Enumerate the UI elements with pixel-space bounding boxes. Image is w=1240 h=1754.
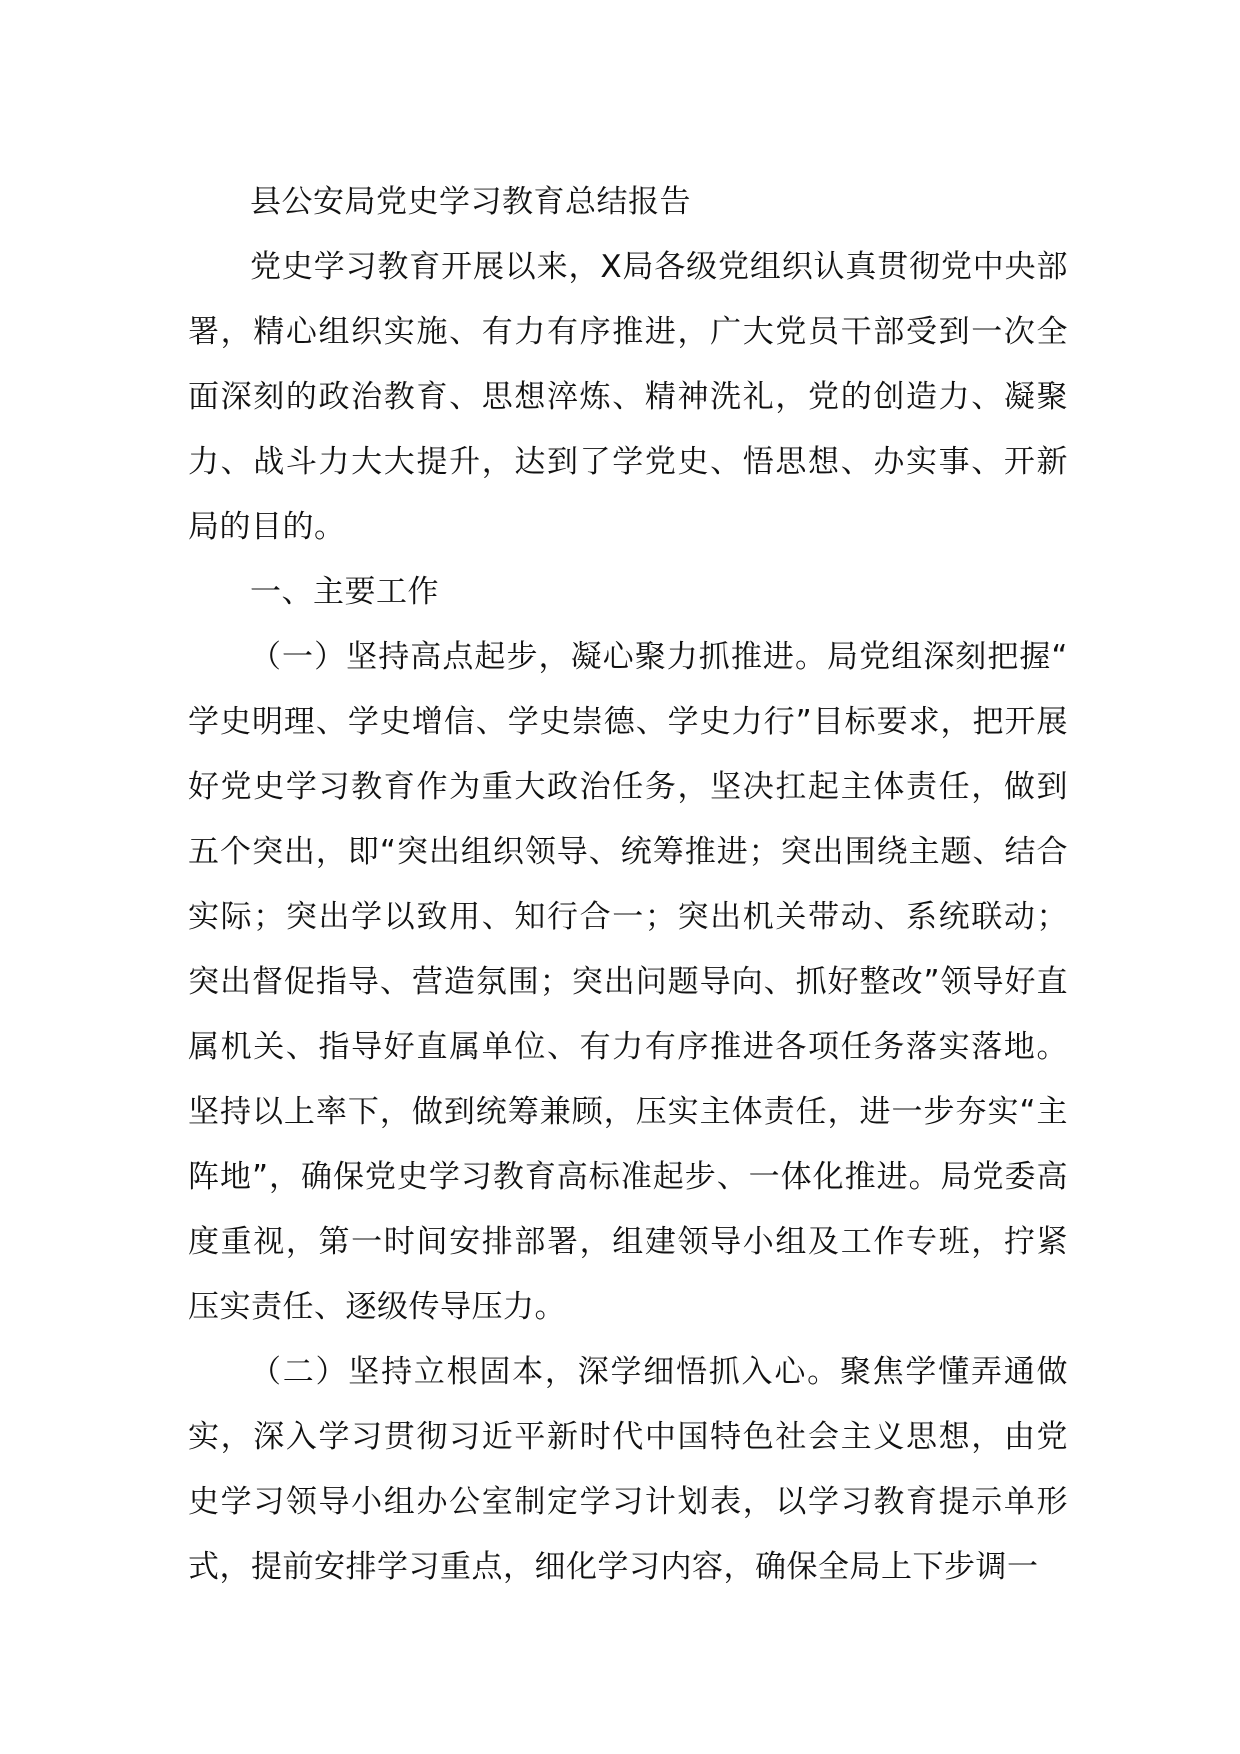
subsection-paragraph-1: （一）坚持高点起步，凝心聚力抓推进。局党组深刻把握“学史明理、学史增信、学史崇德、学史力行”目标要求，把开展好党史学习教育作为重大政治任务，坚决扛起主体责任，做到五个突出，即“突出组织领导、统筹推进；突出围绕主题、结合实际；突出学以致用、知行合一；突出机关带动、系统联动；突出督促指导、营造氛围；突出问题导向、抓好整改”领导好直属机关、指导好直属单位、有力有序推进各项任务落实落地。坚持以上率下，做到统筹兼顾，压实主体责任，进一步夯实“主阵地”，确保党史学习教育高标准起步、一体化推进。局党委高度重视，第一时间安排部署，组建领导小组及工作专班，拧紧压实责任、逐级传导压力。 <box>188 639 1068 1325</box>
section-heading-main-work: 一、主要工作 <box>250 574 439 610</box>
subsection-paragraph-2: （二）坚持立根固本，深学细悟抓入心。聚焦学懂弄通做实，深入学习贯彻习近平新时代中国特色社会主义思想，由党史学习领导小组办公室制定学习计划表，以学习教育提示单形式，提前安排学习重点，细化学习内容，确保全局上下步调一 <box>188 1354 1068 1585</box>
intro-paragraph: 党史学习教育开展以来，X局各级党组织认真贯彻党中央部署，精心组织实施、有力有序推进，广大党员干部受到一次全面深刻的政治教育、思想淬炼、精神洗礼，党的创造力、凝聚力、战斗力大大提升，达到了学党史、悟思想、办实事、开新局的目的。 <box>188 249 1068 545</box>
document-title: 县公安局党史学习教育总结报告 <box>250 184 691 220</box>
document-body <box>188 170 1068 1600</box>
